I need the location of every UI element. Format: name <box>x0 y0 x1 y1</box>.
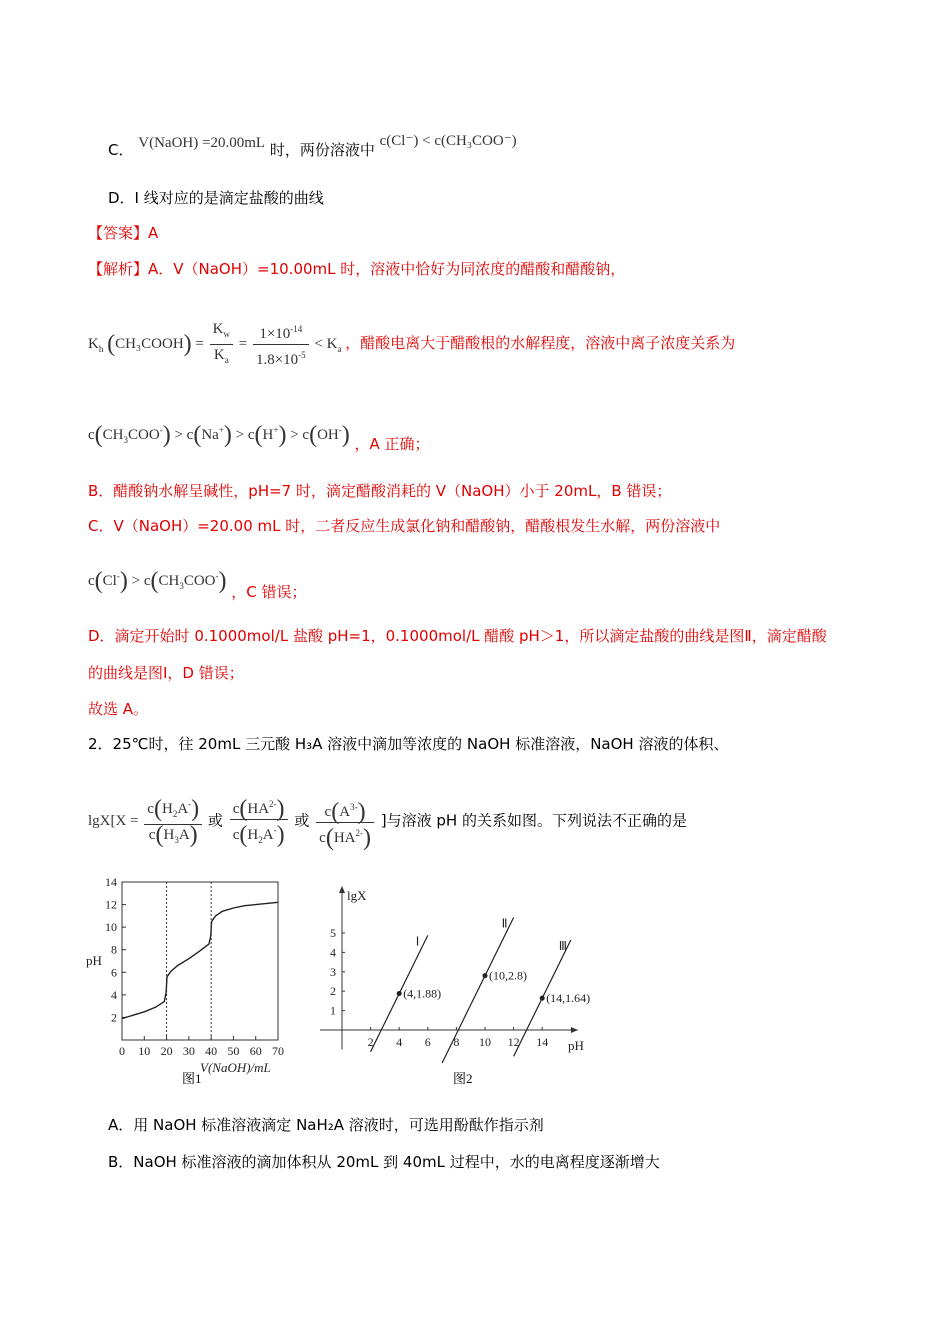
titration-curve <box>122 902 278 1018</box>
line-label-3: Ⅲ <box>558 938 568 953</box>
analysis-d-line1: D．滴定开始时 0.1000mol/L 盐酸 pH=1，0.1000mol/L 醋酸 pH＞1，所以滴定盐酸的曲线是图Ⅱ，滴定醋酸 <box>88 627 827 645</box>
y-tick-label: 14 <box>105 875 117 889</box>
line-2 <box>442 917 513 1063</box>
marked-point-2 <box>483 973 488 978</box>
x-tick-label: 60 <box>249 1044 262 1058</box>
option-c-label: C． <box>108 141 134 159</box>
y-tick-label: 2 <box>111 1010 117 1025</box>
q2-stem-line1: 2．25℃时，往 20mL 三元酸 H₃A 溶液中滴加等浓度的 NaOH 标准溶液，NaOH 溶液的体积、 <box>88 735 729 753</box>
option-c-relation: c(Cl⁻) < c(CH₃COO⁻) <box>379 133 517 149</box>
line-label-2: Ⅱ <box>501 916 508 931</box>
ion-order-after: ，A 正确； <box>354 435 430 453</box>
ion-order-formula: $c(CH_3COO^-) > c(Na^+) > c(H^+) > c(OH^-)$ <box>88 422 350 448</box>
y-tick-label: 4 <box>330 945 336 960</box>
x-tick-label: 40 <box>205 1044 218 1058</box>
figure-1-caption: 图1 <box>182 1071 202 1086</box>
x-tick-label: 0 <box>119 1044 125 1058</box>
y-axis-label: lgX <box>347 888 367 903</box>
q2-lgx-formula: lgX[X = $\frac{c(H_2A^-)}{c(H_3A)}$ <box>88 813 208 829</box>
y-tick-label: 4 <box>111 987 117 1002</box>
kh-after-text: ，醋酸电离大于醋酸根的水解程度，溶液中离子浓度关系为 <box>345 333 736 352</box>
x-tick-label: 2 <box>367 1035 374 1049</box>
marked-point-1 <box>397 991 402 996</box>
x-tick-label: 4 <box>396 1035 403 1049</box>
x-tick-label: 14 <box>536 1035 549 1049</box>
y-tick-label: 12 <box>105 897 117 912</box>
analysis-c-after: ，C 错误； <box>231 583 307 601</box>
analysis-c-formula-line <box>88 566 307 601</box>
q2-or-2: 或 <box>294 811 310 830</box>
x-tick-label: 8 <box>453 1035 460 1049</box>
line-label-1: Ⅰ <box>415 934 420 949</box>
marked-point-3 <box>540 996 545 1001</box>
y-tick-label: 10 <box>105 920 117 935</box>
q2-stem-tail: ]与溶液 pH 的关系如图。下列说法不正确的是 <box>380 811 687 830</box>
x-tick-label: 6 <box>424 1035 431 1049</box>
point-label-2: (10,2.8) <box>489 968 527 983</box>
option-c-formula-left: V(NaOH) =20.00mL <box>138 135 266 151</box>
q2-stem-line2: lgX[X = $\frac{c(H_2A^-)}{c(H_3A)}$ 或 $\frac{c(HA^{2-})}{c(H_2A^-)}$ 或 $\frac{c(A^{3-})}{c(HA^{2-})}$ ]与溶液 pH 的关系如图。下列说法不正确的是 <box>88 796 687 851</box>
figure-2-caption: 图2 <box>453 1071 473 1086</box>
figure-2 <box>320 880 610 1094</box>
y-tick-label: 8 <box>111 942 117 957</box>
x-axis-arrow <box>571 1027 578 1033</box>
kh-formula-line <box>88 320 735 369</box>
x-tick-label: 20 <box>160 1044 173 1058</box>
analysis-c: C．V（NaOH）=20.00 mL 时，二者反应生成氯化钠和醋酸钠，醋酸根发生水解，两份溶液中 <box>88 517 721 535</box>
analysis-conclusion: 故选 A。 <box>88 700 149 718</box>
y-tick-label: 2 <box>330 984 336 999</box>
point-label-3: (14,1.64) <box>546 991 591 1006</box>
q2-option-b: B．NaOH 标准溶液的滴加体积从 20mL 到 40mL 过程中，水的电离程度逐渐增大 <box>108 1153 660 1171</box>
y-tick-label: 5 <box>330 926 336 940</box>
figure-2-chart <box>320 880 610 1090</box>
x-tick-label: 70 <box>272 1044 284 1058</box>
figure-1 <box>80 872 300 1091</box>
y-tick-label: 1 <box>330 1003 336 1018</box>
x-axis-label: pH <box>567 1038 584 1053</box>
x-tick-label: 30 <box>182 1044 195 1058</box>
kh-formula: $K_h$ (CH₃COOH) = $\frac{K_w}{K_a}$ = $\frac{1\times 10^{-14}}{1.8\times 10^{-5}}$ < $K_a$ <box>88 321 342 368</box>
plot-frame <box>122 882 278 1040</box>
x-tick-label: 10 <box>479 1035 491 1049</box>
analysis-a-intro: 【解析】A．V（NaOH）=10.00mL 时，溶液中恰好为同浓度的醋酸和醋酸钠， <box>88 260 626 278</box>
q2-option-a: A．用 NaOH 标准溶液滴定 NaH₂A 溶液时，可选用酚酞作指示剂 <box>108 1116 544 1134</box>
x-axis-label: V(NaOH)/mL <box>200 1060 271 1075</box>
y-axis-arrow <box>339 886 345 893</box>
option-c-q1 <box>108 133 517 161</box>
ion-order-line <box>88 420 430 453</box>
x-tick-label: 50 <box>227 1044 240 1058</box>
point-label-1: (4,1.88) <box>403 986 442 1001</box>
q2-or-1: 或 <box>207 811 223 830</box>
option-d-q1: D．I 线对应的是滴定盐酸的曲线 <box>108 189 324 207</box>
y-tick-label: 6 <box>111 965 117 980</box>
c-relation-formula: $c(Cl^-) > c(CH_3COO^-)$ <box>88 568 227 594</box>
x-tick-label: 10 <box>138 1044 151 1058</box>
y-tick-label: 3 <box>330 964 336 979</box>
analysis-b: B．醋酸钠水解呈碱性，pH=7 时，滴定醋酸消耗的 V（NaOH）小于 20mL，B 错误； <box>88 482 672 500</box>
figure-1-chart <box>80 872 300 1087</box>
answer-line: 【答案】A <box>88 224 159 242</box>
x-tick-label: 12 <box>507 1035 520 1049</box>
option-c-text: 时，两份溶液中 <box>269 141 375 159</box>
y-axis-label: pH <box>86 953 102 968</box>
analysis-d-line2: 的曲线是图Ⅰ，D 错误； <box>88 664 244 682</box>
